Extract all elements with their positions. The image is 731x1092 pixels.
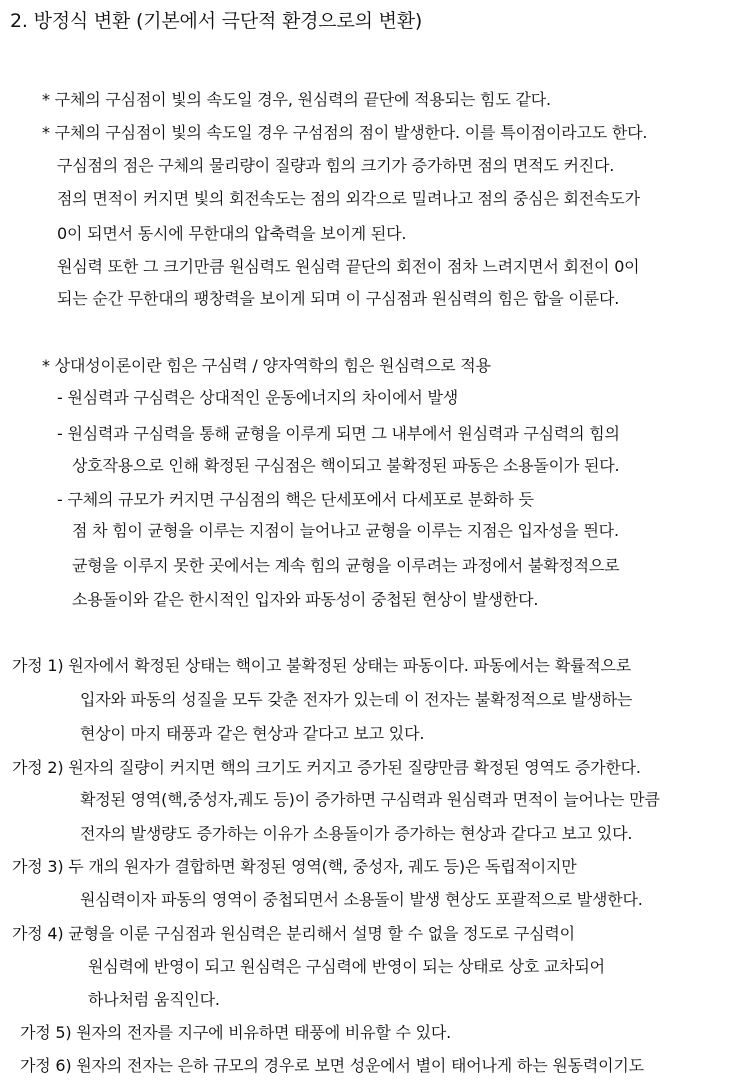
text-line: 되는 순간 무한대의 팽창력을 보이게 되며 이 구심점과 원심력의 힘은 합을 이룬다. — [57, 289, 620, 308]
hypothesis-line: 가정 3) 두 개의 원자가 결합하면 확정된 영역(핵, 중성자, 궤도 등)은 독립적이지만 — [12, 857, 577, 876]
hypothesis-line: 전자의 발생량도 증가하는 이유가 소용돌이가 증가하는 현상과 같다고 보고 있다. — [80, 824, 633, 843]
text-line: 점의 면적이 커지면 빛의 회전속도는 점의 외각으로 밀려나고 점의 중심은 회전속도가 — [57, 189, 640, 208]
hypothesis-line: 가정 4) 균형을 이룬 구심점과 원심력은 분리해서 설명 할 수 없을 정도로 구심력이 — [12, 924, 575, 943]
text-line: 구심점의 점은 구체의 물리량이 질량과 힘의 크기가 증가하면 점의 면적도 커진다. — [57, 156, 615, 175]
text-line: 소용돌이와 같은 한시적인 입자와 파동성이 중첩된 현상이 발생한다. — [72, 590, 539, 609]
text-line: 상호작용으로 인해 확정된 구심점은 핵이되고 불확정된 파동은 소용돌이가 된다. — [72, 456, 620, 475]
page-title: 2. 방정식 변환 (기본에서 극단적 환경으로의 변환) — [10, 10, 423, 32]
text-line: 점 차 힘이 균형을 이루는 지점이 늘어나고 균형을 이루는 지점은 입자성을 띈다. — [72, 521, 619, 540]
text-line: * 구체의 구심점이 빛의 속도일 경우 구섬점의 점이 발생한다. 이를 특이점이라고도 한다. — [42, 123, 648, 142]
text-line: - 원심력과 구심력은 상대적인 운동에너지의 차이에서 발생 — [57, 388, 459, 407]
hypothesis-line: 확정된 영역(핵,중성자,궤도 등)이 증가하면 구심력과 원심력과 면적이 늘어나는 만큼 — [80, 790, 660, 809]
hypothesis-line: 원심력에 반영이 되고 원심력은 구심력에 반영이 되는 상태로 상호 교차되어 — [88, 957, 605, 976]
hypothesis-line: 가정 1) 원자에서 확정된 상태는 핵이고 불확정된 상태는 파동이다. 파동에서는 확률적으로 — [12, 656, 631, 675]
text-line: 균형을 이루지 못한 곳에서는 계속 힘의 균형을 이루려는 과정에서 불확정적으로 — [72, 556, 620, 575]
text-line: 원심력 또한 그 크기만큼 원심력도 원심력 끝단의 회전이 점차 느려지면서 회전이 0이 — [57, 257, 640, 276]
text-line: * 구체의 구심점이 빛의 속도일 경우, 원심력의 끝단에 적용되는 힘도 같다. — [42, 90, 551, 109]
text-line: - 구체의 규모가 커지면 구심점의 핵은 단세포에서 다세포로 분화하 듯 — [57, 490, 534, 509]
hypothesis-line: 가정 6) 원자의 전자는 은하 규모의 경우로 보면 성운에서 별이 태어나게 하는 원동력이기도 — [20, 1056, 644, 1075]
text-line: - 원심력과 구심력을 통해 균형을 이루게 되면 그 내부에서 원심력과 구심력의 힘의 — [57, 424, 620, 443]
hypothesis-line: 입자와 파동의 성질을 모두 갖춘 전자가 있는데 이 전자는 불확정적으로 발생하는 — [80, 690, 633, 709]
text-line: * 상대성이론이란 힘은 구심력 / 양자역학의 힘은 원심력으로 적용 — [42, 356, 491, 375]
hypothesis-line: 원심력이자 파동의 영역이 중첩되면서 소용돌이 발생 현상도 포괄적으로 발생한다. — [80, 890, 643, 909]
hypothesis-line: 현상이 마지 태풍과 같은 현상과 같다고 보고 있다. — [80, 724, 425, 743]
hypothesis-line: 하나처럼 움직인다. — [88, 990, 220, 1009]
hypothesis-line: 가정 5) 원자의 전자를 지구에 비유하면 태풍에 비유할 수 있다. — [20, 1023, 452, 1042]
text-line: 0이 되면서 동시에 무한대의 압축력을 보이게 된다. — [57, 224, 407, 243]
hypothesis-line: 가정 2) 원자의 질량이 커지면 핵의 크기도 커지고 증가된 질량만큼 확정된 영역도 증가한다. — [12, 758, 641, 777]
